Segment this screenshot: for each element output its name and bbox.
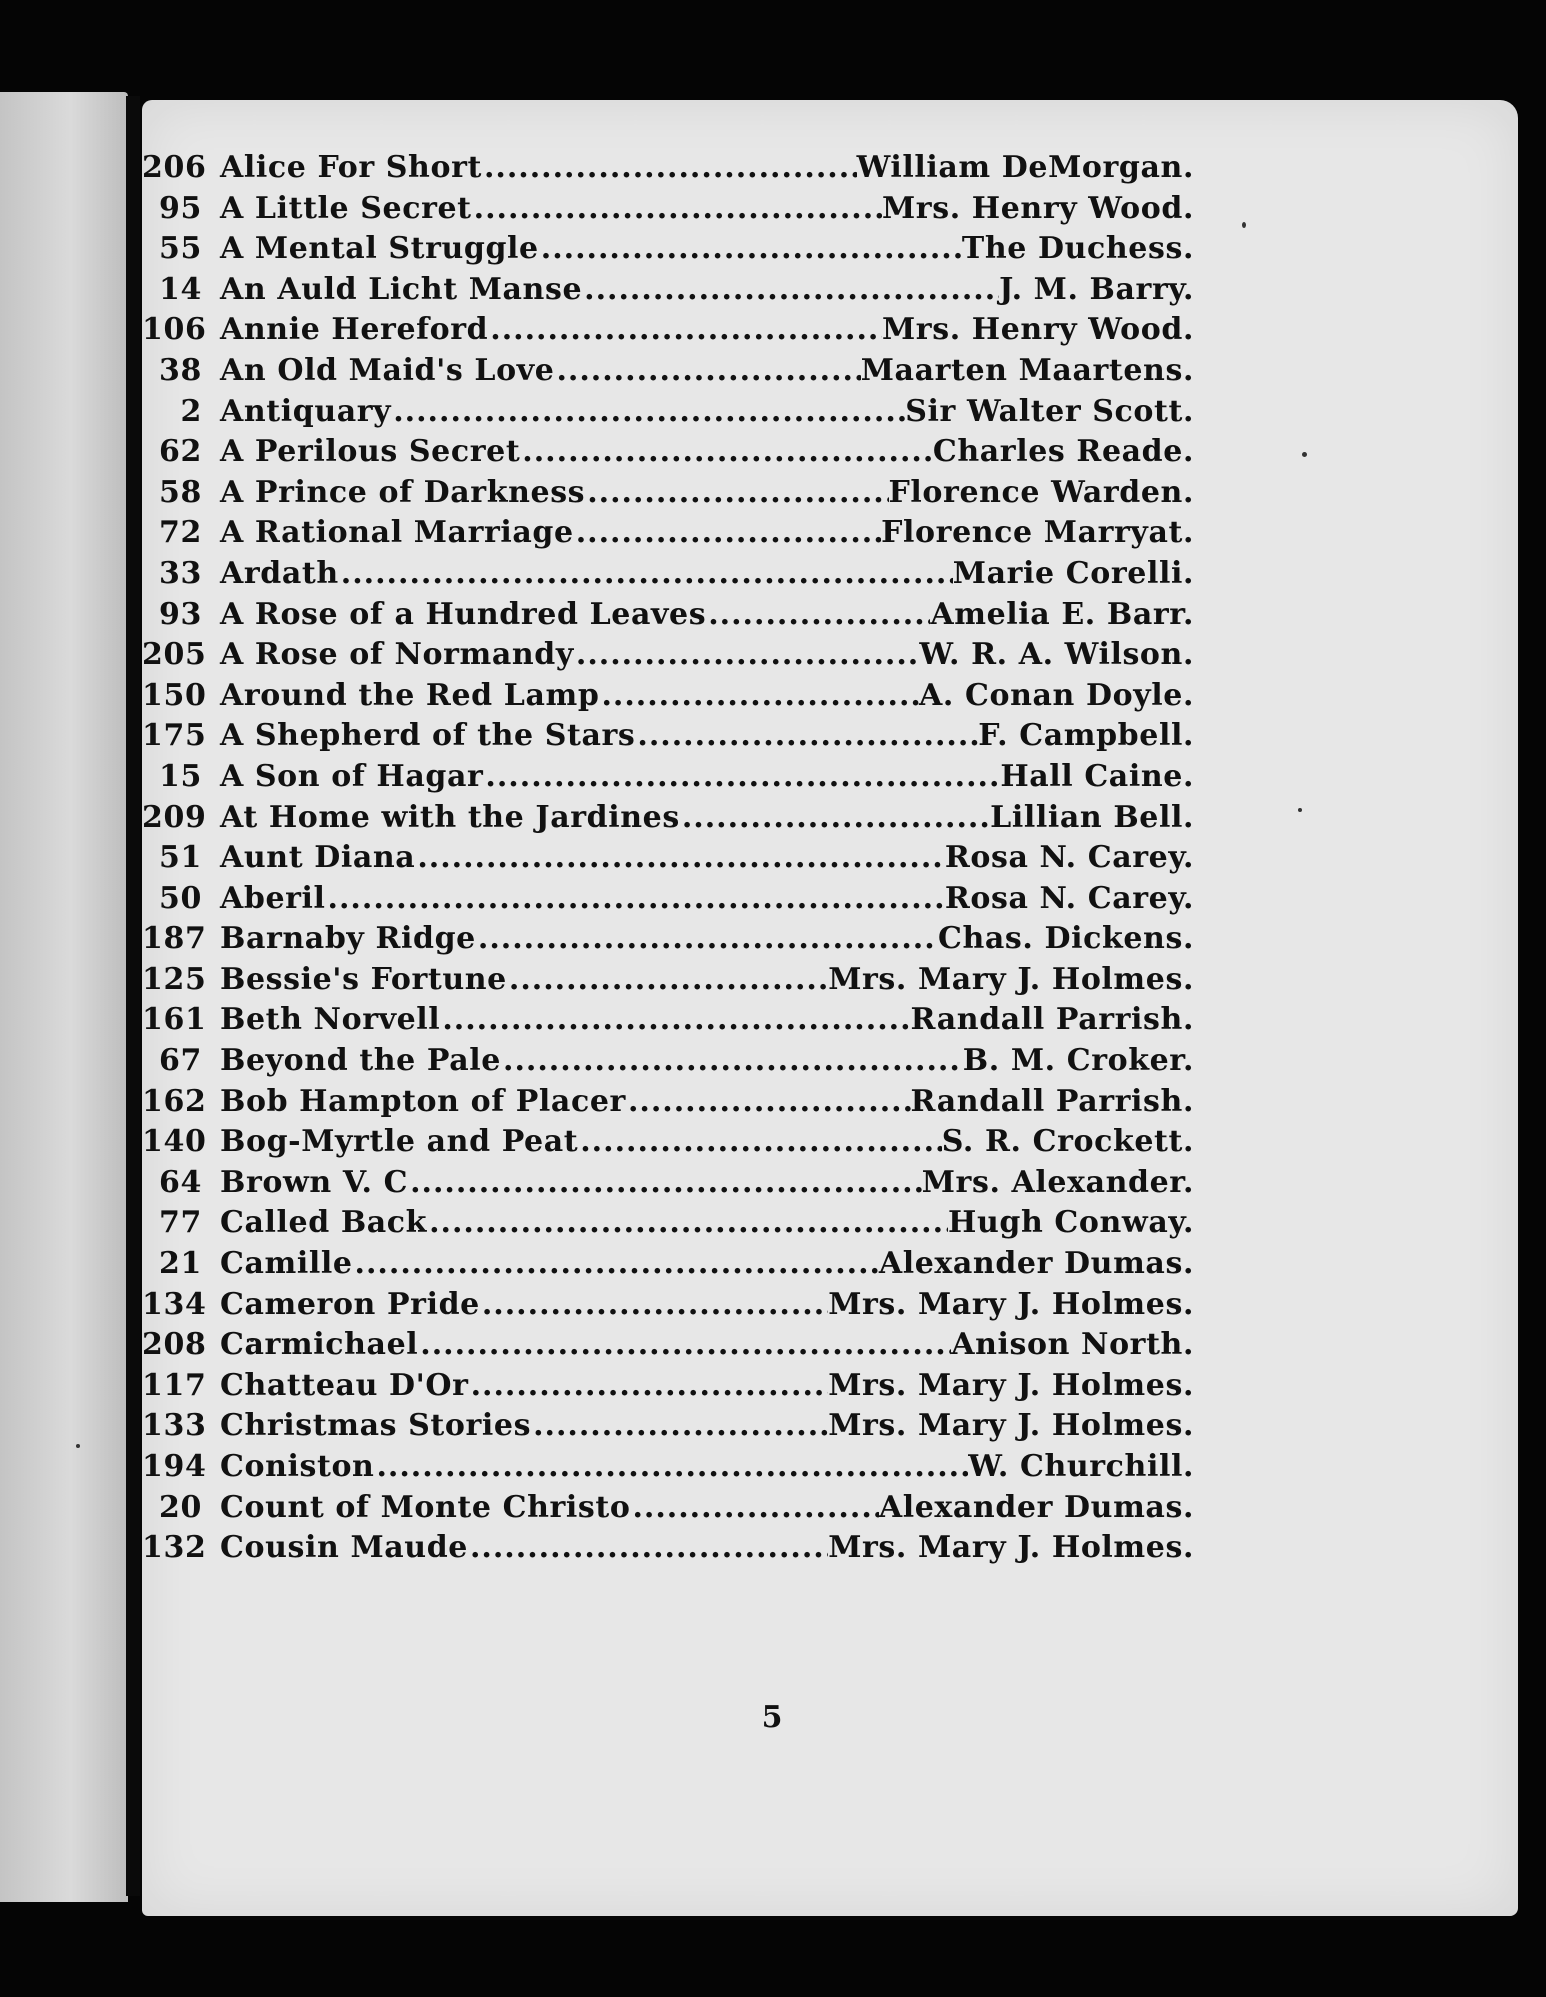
entry-author: The Duchess. (961, 231, 1194, 267)
speck (76, 1444, 80, 1448)
catalog-entry (142, 231, 1194, 272)
entry-author: Florence Marryat. (881, 515, 1194, 551)
entry-number: 93 (159, 596, 202, 632)
entry-number: 106 (142, 312, 207, 348)
entry-number: 175 (142, 718, 207, 754)
catalog-entry (142, 1165, 1194, 1206)
facing-page-edge (0, 92, 128, 1902)
entry-number: 67 (159, 1043, 202, 1079)
entry-title: Camille (220, 1246, 353, 1282)
catalog-entry (142, 1287, 1194, 1328)
entry-number: 58 (159, 474, 202, 510)
entry-number: 206 (142, 150, 207, 185)
dot-leader (468, 1530, 828, 1565)
entry-title: Aberil (220, 880, 326, 916)
entry-number: 125 (142, 961, 207, 997)
entry-number: 117 (142, 1367, 207, 1403)
catalog-entry (142, 1449, 1194, 1490)
entry-title: Christmas Stories (220, 1408, 532, 1444)
entry-number: 62 (159, 434, 202, 470)
catalog-entry (142, 840, 1194, 881)
catalog-entry (142, 800, 1194, 841)
dot-leader (480, 1287, 828, 1322)
entry-title: Around the Red Lamp (220, 677, 600, 713)
entry-author: Amelia E. Barr. (930, 596, 1194, 632)
entry-number: 208 (142, 1327, 207, 1363)
entry-author: Alexander Dumas. (878, 1246, 1194, 1282)
dot-leader (520, 434, 933, 469)
entry-author: Alexander Dumas. (878, 1489, 1194, 1525)
entry-author: Anison North. (951, 1327, 1194, 1363)
entry-title: A Rational Marriage (220, 515, 574, 551)
catalog-entry (142, 1408, 1194, 1449)
entry-number: 209 (142, 799, 207, 835)
dot-leader (440, 1002, 910, 1037)
entry-author: Sir Walter Scott. (905, 393, 1194, 429)
entry-title: Carmichael (220, 1327, 419, 1363)
entry-author: S. R. Crockett. (941, 1124, 1194, 1160)
entry-title: An Old Maid's Love (220, 352, 555, 388)
entry-number: 150 (142, 677, 207, 713)
catalog-entry (142, 1530, 1194, 1571)
entry-author: Mrs. Mary J. Holmes. (828, 961, 1194, 997)
entry-title: Bob Hampton of Placer (220, 1083, 626, 1119)
entry-title: A Little Secret (220, 190, 472, 226)
catalog-entry (142, 312, 1194, 353)
entry-title: Antiquary (220, 393, 392, 429)
entry-author: A. Conan Doyle. (919, 677, 1194, 713)
speck (1302, 452, 1307, 457)
entry-author: Hugh Conway. (948, 1205, 1194, 1241)
entry-title: A Mental Struggle (220, 231, 539, 267)
dot-leader (482, 150, 857, 185)
entry-title: Beth Norvell (220, 1002, 441, 1038)
speck (1298, 808, 1302, 812)
entry-title: Called Back (220, 1205, 428, 1241)
dot-leader (680, 800, 990, 835)
entry-title: Alice For Short (220, 150, 482, 185)
entry-number: 194 (142, 1449, 207, 1484)
entry-author: Chas. Dickens. (937, 921, 1194, 957)
dot-leader (626, 1084, 911, 1119)
dot-leader (706, 597, 930, 632)
dot-leader (472, 191, 882, 226)
catalog-entry (142, 1246, 1194, 1287)
entry-number: 161 (142, 1002, 207, 1038)
entry-title: Brown V. C (220, 1164, 409, 1200)
entry-number: 95 (159, 190, 202, 226)
entry-title: Annie Hereford (220, 312, 489, 348)
catalog-entry (142, 637, 1194, 678)
dot-leader (501, 1043, 963, 1078)
entry-title: A Shepherd of the Stars (220, 718, 636, 754)
dot-leader (469, 1368, 829, 1403)
dot-leader (574, 515, 881, 550)
entry-author: Mrs. Henry Wood. (881, 312, 1194, 348)
catalog-entry (142, 1124, 1194, 1165)
entry-number: 132 (142, 1530, 207, 1566)
entry-number: 133 (142, 1408, 207, 1444)
entry-title: Count of Monte Christo (220, 1489, 631, 1525)
entry-author: J. M. Barry. (999, 271, 1194, 307)
catalog-entry (142, 1043, 1194, 1084)
entry-number: 38 (159, 352, 202, 388)
entry-title: Cameron Pride (220, 1286, 480, 1322)
catalog-entry (142, 475, 1194, 516)
entry-author: Charles Reade. (932, 434, 1194, 470)
entry-number: 205 (142, 637, 207, 673)
catalog-entry (142, 1490, 1194, 1531)
dot-leader (418, 1327, 951, 1362)
entry-title: Beyond the Pale (220, 1043, 501, 1079)
entry-number: 162 (142, 1083, 207, 1119)
entry-title: At Home with the Jardines (220, 799, 680, 835)
entry-title: A Perilous Secret (220, 434, 521, 470)
entry-number: 64 (159, 1164, 202, 1200)
dot-leader (507, 962, 828, 997)
catalog-entry (142, 1205, 1194, 1246)
entry-number: 33 (159, 555, 202, 591)
entry-author: B. M. Croker. (962, 1043, 1194, 1079)
entry-author: Florence Warden. (888, 474, 1194, 510)
entry-author: Lillian Bell. (990, 799, 1194, 835)
dot-leader (427, 1205, 948, 1240)
dot-leader (539, 231, 962, 266)
entry-author: Randall Parrish. (910, 1002, 1194, 1038)
dot-leader (476, 921, 938, 956)
entry-title: Bog-Myrtle and Peat (220, 1124, 579, 1160)
entry-number: 20 (159, 1489, 202, 1525)
entry-author: Mrs. Mary J. Holmes. (828, 1408, 1194, 1444)
catalog-entry (142, 272, 1194, 313)
speck (1242, 222, 1246, 228)
dot-leader (531, 1408, 828, 1443)
entry-number: 187 (142, 921, 207, 957)
entry-title: A Rose of Normandy (220, 637, 574, 673)
catalog-entry (142, 1327, 1194, 1368)
entry-title: Chatteau D'Or (220, 1367, 469, 1403)
dot-leader (483, 759, 1000, 794)
entry-title: Cousin Maude (220, 1530, 468, 1566)
dot-leader (585, 475, 888, 510)
catalog-entry (142, 1002, 1194, 1043)
book-catalog-list (142, 150, 1194, 1571)
entry-title: Ardath (220, 555, 339, 591)
entry-author: Mrs. Henry Wood. (881, 190, 1194, 226)
catalog-entry (142, 515, 1194, 556)
entry-number: 77 (159, 1205, 202, 1241)
dot-leader (635, 718, 978, 753)
catalog-entry (142, 881, 1194, 922)
catalog-entry (142, 434, 1194, 475)
catalog-entry (142, 921, 1194, 962)
page-number-text: 5 (761, 1700, 783, 1735)
dot-leader (353, 1246, 879, 1281)
entry-author: Randall Parrish. (910, 1083, 1194, 1119)
entry-title: Bessie's Fortune (220, 961, 507, 997)
entry-title: Coniston (220, 1449, 375, 1484)
dot-leader (630, 1490, 878, 1525)
dot-leader (574, 637, 920, 672)
catalog-entry (142, 678, 1194, 719)
dot-leader (374, 1449, 968, 1484)
dot-leader (415, 840, 945, 875)
dot-leader (408, 1165, 922, 1200)
entry-author: Rosa N. Carey. (944, 880, 1194, 916)
entry-title: Barnaby Ridge (220, 921, 476, 957)
dot-leader (488, 312, 882, 347)
catalog-entry (142, 1368, 1194, 1409)
entry-author: Mrs. Mary J. Holmes. (828, 1286, 1194, 1322)
entry-number: 2 (180, 393, 202, 429)
catalog-entry (142, 556, 1194, 597)
entry-number: 21 (159, 1246, 202, 1282)
dot-leader (326, 881, 945, 916)
entry-author: F. Campbell. (978, 718, 1194, 754)
catalog-entry (142, 394, 1194, 435)
catalog-entry (142, 353, 1194, 394)
entry-number: 15 (159, 758, 202, 794)
entry-author: Mrs. Alexander. (921, 1164, 1194, 1200)
entry-author: W. Churchill. (968, 1449, 1194, 1484)
catalog-entry (142, 597, 1194, 638)
entry-number: 134 (142, 1286, 207, 1322)
entry-author: Hall Caine. (1000, 758, 1194, 794)
entry-title: Aunt Diana (220, 840, 416, 876)
catalog-entry (142, 1084, 1194, 1125)
entry-title: A Rose of a Hundred Leaves (220, 596, 707, 632)
book-gutter (126, 96, 140, 1896)
entry-title: An Auld Licht Manse (220, 271, 583, 307)
dot-leader (339, 556, 953, 591)
entry-author: William DeMorgan. (856, 150, 1194, 185)
catalog-entry (142, 962, 1194, 1003)
page-number (0, 1700, 1546, 1735)
entry-number: 14 (159, 271, 202, 307)
dot-leader (391, 394, 905, 429)
catalog-entry (142, 191, 1194, 232)
entry-author: Marie Corelli. (952, 555, 1194, 591)
entry-author: Mrs. Mary J. Holmes. (828, 1367, 1194, 1403)
entry-number: 55 (159, 231, 202, 267)
entry-number: 50 (159, 880, 202, 916)
entry-number: 72 (159, 515, 202, 551)
entry-number: 140 (142, 1124, 207, 1160)
catalog-entry (142, 718, 1194, 759)
entry-title: A Prince of Darkness (220, 474, 586, 510)
dot-leader (599, 678, 919, 713)
entry-author: Mrs. Mary J. Holmes. (828, 1530, 1194, 1566)
catalog-entry (142, 150, 1194, 191)
entry-title: A Son of Hagar (220, 758, 484, 794)
entry-author: Maarten Maartens. (860, 352, 1194, 388)
catalog-entry (142, 759, 1194, 800)
dot-leader (578, 1124, 941, 1159)
entry-author: W. R. A. Wilson. (919, 637, 1194, 673)
entry-author: Rosa N. Carey. (944, 840, 1194, 876)
dot-leader (554, 353, 860, 388)
entry-number: 51 (159, 840, 202, 876)
dot-leader (582, 272, 999, 307)
